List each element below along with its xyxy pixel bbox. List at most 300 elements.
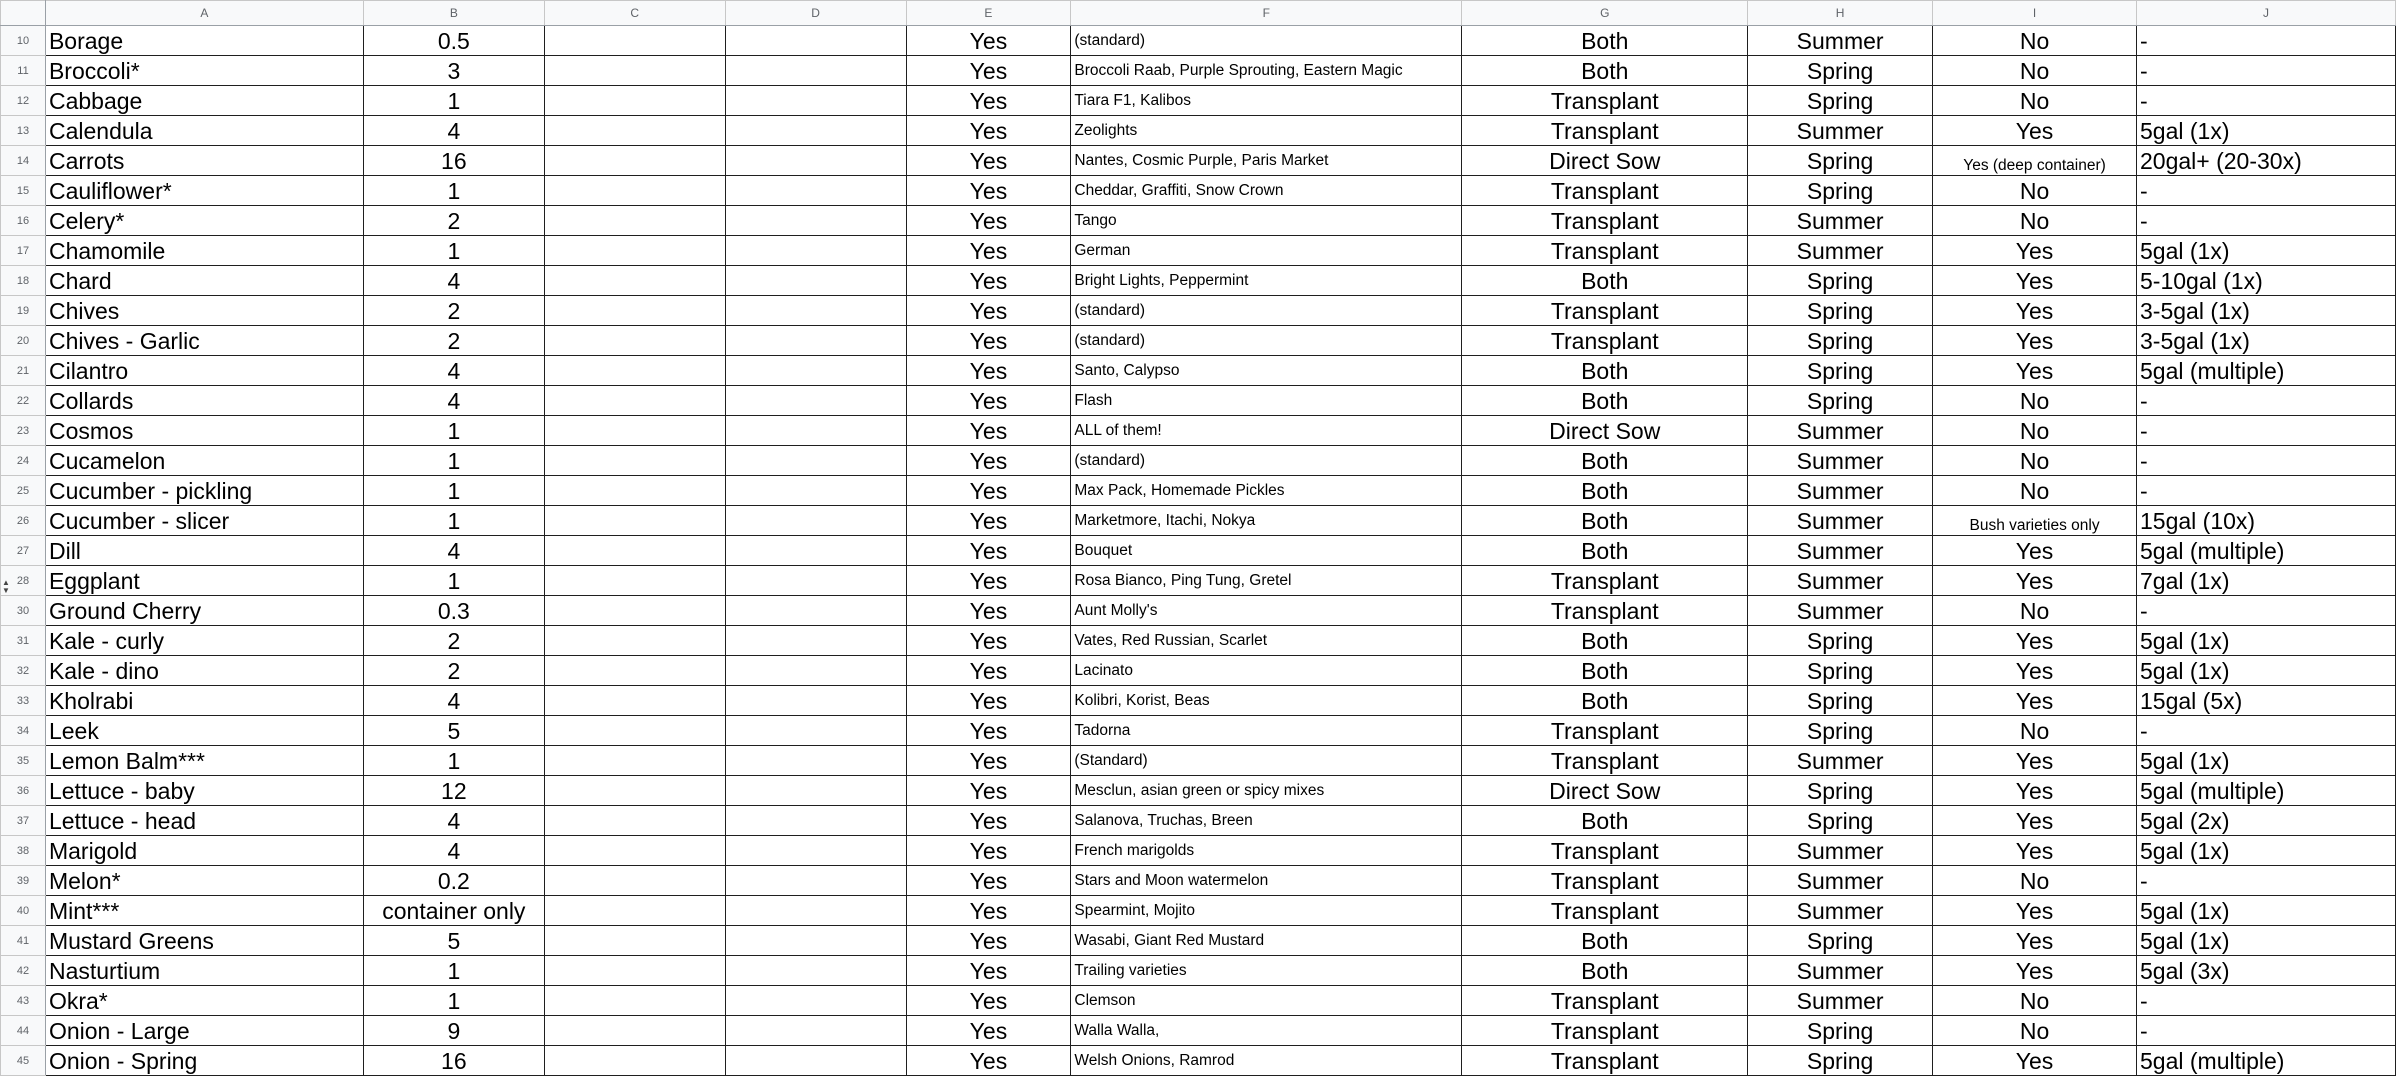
row-header[interactable]: 15 [1,176,46,206]
cell-column-e[interactable]: Yes [906,206,1071,236]
cell-container-size[interactable]: 5gal (1x) [2137,626,2396,656]
cell-plant[interactable]: Dill [45,536,363,566]
cell-plant[interactable]: Lettuce - head [45,806,363,836]
cell-season[interactable]: Summer [1748,866,1933,896]
cell-plant[interactable]: Eggplant [45,566,363,596]
row-header[interactable]: 42 [1,956,46,986]
cell-column-e[interactable]: Yes [906,416,1071,446]
cell-quantity[interactable]: 1 [363,956,544,986]
cell-quantity[interactable]: 0.3 [363,596,544,626]
cell-season[interactable]: Summer [1748,26,1933,56]
cell-column-d[interactable] [725,1016,906,1046]
cell-varieties[interactable]: ALL of them! [1071,416,1462,446]
cell-column-c[interactable] [544,296,725,326]
cell-varieties[interactable]: French marigolds [1071,836,1462,866]
cell-column-e[interactable]: Yes [906,56,1071,86]
cell-season[interactable]: Summer [1748,116,1933,146]
cell-column-e[interactable]: Yes [906,686,1071,716]
cell-plant[interactable]: Kholrabi [45,686,363,716]
cell-container[interactable]: Yes [1933,776,2137,806]
cell-column-c[interactable] [544,326,725,356]
cell-column-e[interactable]: Yes [906,266,1071,296]
cell-varieties[interactable]: (standard) [1071,326,1462,356]
row-header[interactable]: 18 [1,266,46,296]
cell-container-size[interactable]: 5gal (1x) [2137,926,2396,956]
cell-season[interactable]: Summer [1748,746,1933,776]
cell-container[interactable]: No [1933,446,2137,476]
cell-container[interactable]: No [1933,26,2137,56]
cell-column-d[interactable] [725,326,906,356]
cell-plant[interactable]: Carrots [45,146,363,176]
cell-column-e[interactable]: Yes [906,896,1071,926]
cell-method[interactable]: Both [1462,386,1748,416]
cell-plant[interactable]: Ground Cherry [45,596,363,626]
row-header[interactable]: 35 [1,746,46,776]
cell-season[interactable]: Spring [1748,86,1933,116]
cell-season[interactable]: Spring [1748,656,1933,686]
cell-container[interactable]: No [1933,206,2137,236]
cell-method[interactable]: Transplant [1462,206,1748,236]
row-header[interactable]: 26 [1,506,46,536]
cell-column-e[interactable]: Yes [906,596,1071,626]
row-header[interactable]: 23 [1,416,46,446]
cell-container[interactable]: Yes [1933,1046,2137,1076]
row-header[interactable]: 13 [1,116,46,146]
cell-container[interactable]: No [1933,86,2137,116]
cell-column-d[interactable] [725,446,906,476]
cell-container-size[interactable]: - [2137,986,2396,1016]
cell-column-c[interactable] [544,656,725,686]
cell-season[interactable]: Spring [1748,806,1933,836]
cell-plant[interactable]: Leek [45,716,363,746]
cell-column-d[interactable] [725,866,906,896]
cell-container-size[interactable]: 15gal (10x) [2137,506,2396,536]
cell-column-d[interactable] [725,236,906,266]
cell-column-d[interactable] [725,26,906,56]
cell-season[interactable]: Summer [1748,566,1933,596]
cell-varieties[interactable]: (Standard) [1071,746,1462,776]
cell-container[interactable]: Yes [1933,836,2137,866]
cell-container[interactable]: Yes [1933,266,2137,296]
cell-column-e[interactable]: Yes [906,716,1071,746]
cell-column-d[interactable] [725,806,906,836]
row-header[interactable]: 27 [1,536,46,566]
cell-container-size[interactable]: 5gal (1x) [2137,896,2396,926]
cell-quantity[interactable]: 3 [363,56,544,86]
cell-plant[interactable]: Onion - Spring [45,1046,363,1076]
cell-column-d[interactable] [725,476,906,506]
cell-container-size[interactable]: 5gal (multiple) [2137,776,2396,806]
cell-plant[interactable]: Kale - curly [45,626,363,656]
cell-column-e[interactable]: Yes [906,356,1071,386]
cell-container-size[interactable]: - [2137,416,2396,446]
cell-container-size[interactable]: 5-10gal (1x) [2137,266,2396,296]
cell-season[interactable]: Spring [1748,716,1933,746]
cell-varieties[interactable]: Stars and Moon watermelon [1071,866,1462,896]
cell-container-size[interactable]: 5gal (1x) [2137,656,2396,686]
row-header[interactable]: 39 [1,866,46,896]
cell-varieties[interactable]: Walla Walla, [1071,1016,1462,1046]
row-header[interactable]: 43 [1,986,46,1016]
column-header-g[interactable]: G [1462,1,1748,26]
cell-column-c[interactable] [544,986,725,1016]
cell-quantity[interactable]: 16 [363,146,544,176]
cell-season[interactable]: Spring [1748,56,1933,86]
cell-container-size[interactable]: - [2137,596,2396,626]
cell-season[interactable]: Summer [1748,446,1933,476]
cell-season[interactable]: Spring [1748,926,1933,956]
column-header-e[interactable]: E [906,1,1071,26]
cell-container[interactable]: Yes [1933,746,2137,776]
cell-container-size[interactable]: 5gal (2x) [2137,806,2396,836]
cell-plant[interactable]: Celery* [45,206,363,236]
cell-quantity[interactable]: 1 [363,416,544,446]
cell-plant[interactable]: Cabbage [45,86,363,116]
cell-season[interactable]: Spring [1748,1046,1933,1076]
cell-method[interactable]: Transplant [1462,986,1748,1016]
cell-method[interactable]: Direct Sow [1462,776,1748,806]
cell-column-c[interactable] [544,926,725,956]
cell-column-c[interactable] [544,356,725,386]
cell-varieties[interactable]: Nantes, Cosmic Purple, Paris Market [1071,146,1462,176]
cell-container[interactable]: Yes [1933,896,2137,926]
cell-container[interactable]: Bush varieties only [1933,506,2137,536]
cell-season[interactable]: Summer [1748,416,1933,446]
cell-container-size[interactable]: 5gal (multiple) [2137,536,2396,566]
cell-column-c[interactable] [544,506,725,536]
cell-column-c[interactable] [544,386,725,416]
cell-season[interactable]: Spring [1748,356,1933,386]
cell-plant[interactable]: Lemon Balm*** [45,746,363,776]
cell-column-e[interactable]: Yes [906,146,1071,176]
cell-column-d[interactable] [725,356,906,386]
cell-varieties[interactable]: Welsh Onions, Ramrod [1071,1046,1462,1076]
cell-container-size[interactable]: - [2137,206,2396,236]
cell-column-d[interactable] [725,266,906,296]
cell-quantity[interactable]: 4 [363,386,544,416]
row-header[interactable]: 36 [1,776,46,806]
cell-container-size[interactable]: - [2137,476,2396,506]
cell-quantity[interactable]: 1 [363,566,544,596]
cell-container[interactable]: No [1933,866,2137,896]
cell-varieties[interactable]: Santo, Calypso [1071,356,1462,386]
cell-varieties[interactable]: Trailing varieties [1071,956,1462,986]
row-header[interactable]: 40 [1,896,46,926]
row-header[interactable]: 30 [1,596,46,626]
cell-column-c[interactable] [544,686,725,716]
cell-quantity[interactable]: 2 [363,656,544,686]
cell-method[interactable]: Both [1462,806,1748,836]
cell-season[interactable]: Summer [1748,506,1933,536]
cell-container-size[interactable]: 15gal (5x) [2137,686,2396,716]
cell-varieties[interactable]: (standard) [1071,26,1462,56]
cell-container-size[interactable]: 5gal (1x) [2137,236,2396,266]
cell-column-d[interactable] [725,176,906,206]
cell-season[interactable]: Spring [1748,1016,1933,1046]
cell-container-size[interactable]: 5gal (1x) [2137,116,2396,146]
cell-varieties[interactable]: Wasabi, Giant Red Mustard [1071,926,1462,956]
row-header[interactable]: 14 [1,146,46,176]
cell-container-size[interactable]: - [2137,176,2396,206]
cell-container-size[interactable]: - [2137,386,2396,416]
column-header-h[interactable]: H [1748,1,1933,26]
cell-column-c[interactable] [544,566,725,596]
cell-container[interactable]: No [1933,176,2137,206]
cell-method[interactable]: Transplant [1462,86,1748,116]
column-header-b[interactable]: B [363,1,544,26]
cell-quantity[interactable]: 4 [363,356,544,386]
cell-container-size[interactable]: 20gal+ (20-30x) [2137,146,2396,176]
cell-varieties[interactable]: Zeolights [1071,116,1462,146]
cell-column-c[interactable] [544,776,725,806]
cell-column-c[interactable] [544,206,725,236]
row-header[interactable]: 28 [1,566,46,596]
cell-varieties[interactable]: Bouquet [1071,536,1462,566]
cell-column-e[interactable]: Yes [906,536,1071,566]
cell-container[interactable]: No [1933,986,2137,1016]
cell-method[interactable]: Transplant [1462,896,1748,926]
cell-method[interactable]: Transplant [1462,836,1748,866]
cell-column-d[interactable] [725,536,906,566]
cell-column-c[interactable] [544,146,725,176]
cell-container-size[interactable]: - [2137,866,2396,896]
cell-container[interactable]: No [1933,1016,2137,1046]
cell-quantity[interactable]: 1 [363,746,544,776]
cell-column-c[interactable] [544,746,725,776]
cell-column-d[interactable] [725,86,906,116]
cell-column-c[interactable] [544,716,725,746]
cell-quantity[interactable]: 12 [363,776,544,806]
cell-column-d[interactable] [725,656,906,686]
cell-column-e[interactable]: Yes [906,386,1071,416]
cell-container-size[interactable]: 5gal (3x) [2137,956,2396,986]
cell-container[interactable]: No [1933,386,2137,416]
cell-plant[interactable]: Broccoli* [45,56,363,86]
cell-season[interactable]: Spring [1748,776,1933,806]
cell-season[interactable]: Summer [1748,896,1933,926]
cell-varieties[interactable]: Max Pack, Homemade Pickles [1071,476,1462,506]
cell-quantity[interactable]: 0.5 [363,26,544,56]
cell-quantity[interactable]: 5 [363,716,544,746]
cell-container-size[interactable]: - [2137,56,2396,86]
cell-column-d[interactable] [725,206,906,236]
cell-quantity[interactable]: 2 [363,206,544,236]
cell-quantity[interactable]: 4 [363,686,544,716]
cell-season[interactable]: Summer [1748,836,1933,866]
cell-container-size[interactable]: - [2137,86,2396,116]
cell-method[interactable]: Both [1462,506,1748,536]
cell-quantity[interactable]: 9 [363,1016,544,1046]
cell-column-e[interactable]: Yes [906,656,1071,686]
cell-season[interactable]: Summer [1748,206,1933,236]
cell-column-c[interactable] [544,266,725,296]
cell-season[interactable]: Spring [1748,266,1933,296]
cell-container[interactable]: No [1933,716,2137,746]
cell-method[interactable]: Direct Sow [1462,146,1748,176]
cell-varieties[interactable]: Tiara F1, Kalibos [1071,86,1462,116]
cell-plant[interactable]: Chives - Garlic [45,326,363,356]
cell-container[interactable]: Yes (deep container) [1933,146,2137,176]
cell-method[interactable]: Transplant [1462,596,1748,626]
cell-method[interactable]: Both [1462,926,1748,956]
cell-season[interactable]: Spring [1748,146,1933,176]
cell-method[interactable]: Both [1462,686,1748,716]
row-header[interactable]: 45 [1,1046,46,1076]
cell-column-c[interactable] [544,1016,725,1046]
cell-method[interactable]: Transplant [1462,866,1748,896]
cell-varieties[interactable]: Bright Lights, Peppermint [1071,266,1462,296]
cell-quantity[interactable]: 1 [363,476,544,506]
cell-quantity[interactable]: 5 [363,926,544,956]
cell-container-size[interactable]: 5gal (multiple) [2137,1046,2396,1076]
cell-column-e[interactable]: Yes [906,326,1071,356]
cell-method[interactable]: Transplant [1462,236,1748,266]
cell-column-e[interactable]: Yes [906,296,1071,326]
cell-varieties[interactable]: Flash [1071,386,1462,416]
cell-varieties[interactable]: Kolibri, Korist, Beas [1071,686,1462,716]
cell-plant[interactable]: Calendula [45,116,363,146]
cell-container[interactable]: Yes [1933,806,2137,836]
row-header[interactable]: 17 [1,236,46,266]
cell-column-e[interactable]: Yes [906,1016,1071,1046]
cell-method[interactable]: Transplant [1462,1046,1748,1076]
cell-quantity[interactable]: 2 [363,626,544,656]
row-header[interactable]: 21 [1,356,46,386]
hidden-row-toggle-icon[interactable]: ▲ ▼ [2,578,10,595]
cell-method[interactable]: Transplant [1462,176,1748,206]
cell-container-size[interactable]: 3-5gal (1x) [2137,326,2396,356]
cell-column-d[interactable] [725,716,906,746]
row-header[interactable]: 34 [1,716,46,746]
cell-varieties[interactable]: Rosa Bianco, Ping Tung, Gretel [1071,566,1462,596]
cell-column-e[interactable]: Yes [906,116,1071,146]
cell-method[interactable]: Both [1462,356,1748,386]
cell-method[interactable]: Transplant [1462,326,1748,356]
cell-column-d[interactable] [725,686,906,716]
column-header-d[interactable]: D [725,1,906,26]
cell-varieties[interactable]: Spearmint, Mojito [1071,896,1462,926]
cell-container-size[interactable]: - [2137,1016,2396,1046]
cell-column-d[interactable] [725,986,906,1016]
cell-plant[interactable]: Lettuce - baby [45,776,363,806]
cell-quantity[interactable]: 1 [363,86,544,116]
cell-container-size[interactable]: 5gal (1x) [2137,746,2396,776]
cell-quantity[interactable]: 1 [363,446,544,476]
cell-column-d[interactable] [725,746,906,776]
cell-varieties[interactable]: Clemson [1071,986,1462,1016]
cell-container-size[interactable]: 5gal (multiple) [2137,356,2396,386]
cell-container[interactable]: Yes [1933,926,2137,956]
cell-column-e[interactable]: Yes [906,1046,1071,1076]
cell-container[interactable]: Yes [1933,296,2137,326]
cell-column-c[interactable] [544,1046,725,1076]
cell-season[interactable]: Summer [1748,596,1933,626]
row-header[interactable]: 37 [1,806,46,836]
cell-season[interactable]: Spring [1748,386,1933,416]
row-header[interactable]: 20 [1,326,46,356]
cell-varieties[interactable]: (standard) [1071,296,1462,326]
select-all-corner[interactable] [1,1,46,26]
cell-container-size[interactable]: 5gal (1x) [2137,836,2396,866]
cell-varieties[interactable]: Tango [1071,206,1462,236]
cell-column-e[interactable]: Yes [906,476,1071,506]
cell-column-d[interactable] [725,596,906,626]
row-header[interactable]: 32 [1,656,46,686]
cell-plant[interactable]: Cucamelon [45,446,363,476]
cell-column-c[interactable] [544,896,725,926]
cell-container[interactable]: No [1933,416,2137,446]
cell-column-e[interactable]: Yes [906,836,1071,866]
cell-plant[interactable]: Nasturtium [45,956,363,986]
cell-varieties[interactable]: German [1071,236,1462,266]
cell-season[interactable]: Spring [1748,176,1933,206]
cell-column-c[interactable] [544,56,725,86]
cell-column-d[interactable] [725,116,906,146]
cell-container-size[interactable]: 7gal (1x) [2137,566,2396,596]
cell-container[interactable]: Yes [1933,626,2137,656]
cell-method[interactable]: Both [1462,626,1748,656]
cell-column-d[interactable] [725,386,906,416]
cell-varieties[interactable]: (standard) [1071,446,1462,476]
cell-season[interactable]: Summer [1748,986,1933,1016]
cell-quantity[interactable]: 1 [363,236,544,266]
cell-column-e[interactable]: Yes [906,926,1071,956]
column-header-j[interactable]: J [2137,1,2396,26]
cell-column-c[interactable] [544,476,725,506]
cell-plant[interactable]: Cilantro [45,356,363,386]
cell-method[interactable]: Transplant [1462,116,1748,146]
cell-season[interactable]: Summer [1748,476,1933,506]
cell-varieties[interactable]: Tadorna [1071,716,1462,746]
cell-method[interactable]: Transplant [1462,566,1748,596]
row-header[interactable]: 24 [1,446,46,476]
cell-column-c[interactable] [544,806,725,836]
cell-container[interactable]: Yes [1933,356,2137,386]
cell-method[interactable]: Both [1462,476,1748,506]
cell-container[interactable]: Yes [1933,536,2137,566]
cell-season[interactable]: Spring [1748,296,1933,326]
cell-quantity[interactable]: 1 [363,176,544,206]
cell-container[interactable]: Yes [1933,326,2137,356]
row-header[interactable]: 41 [1,926,46,956]
cell-quantity[interactable]: 16 [363,1046,544,1076]
cell-column-e[interactable]: Yes [906,866,1071,896]
cell-column-c[interactable] [544,26,725,56]
cell-plant[interactable]: Onion - Large [45,1016,363,1046]
cell-season[interactable]: Summer [1748,236,1933,266]
cell-season[interactable]: Summer [1748,536,1933,566]
cell-column-d[interactable] [725,506,906,536]
column-header-f[interactable]: F [1071,1,1462,26]
cell-column-c[interactable] [544,626,725,656]
cell-column-d[interactable] [725,296,906,326]
cell-method[interactable]: Both [1462,266,1748,296]
cell-container-size[interactable]: - [2137,716,2396,746]
cell-plant[interactable]: Mint*** [45,896,363,926]
cell-column-d[interactable] [725,416,906,446]
cell-plant[interactable]: Chard [45,266,363,296]
cell-plant[interactable]: Cucumber - slicer [45,506,363,536]
cell-quantity[interactable]: 2 [363,326,544,356]
row-header[interactable]: 31 [1,626,46,656]
cell-container[interactable]: No [1933,56,2137,86]
cell-method[interactable]: Transplant [1462,296,1748,326]
cell-column-e[interactable]: Yes [906,956,1071,986]
cell-plant[interactable]: Chives [45,296,363,326]
row-header[interactable]: 16 [1,206,46,236]
cell-column-c[interactable] [544,416,725,446]
row-header[interactable]: 12 [1,86,46,116]
